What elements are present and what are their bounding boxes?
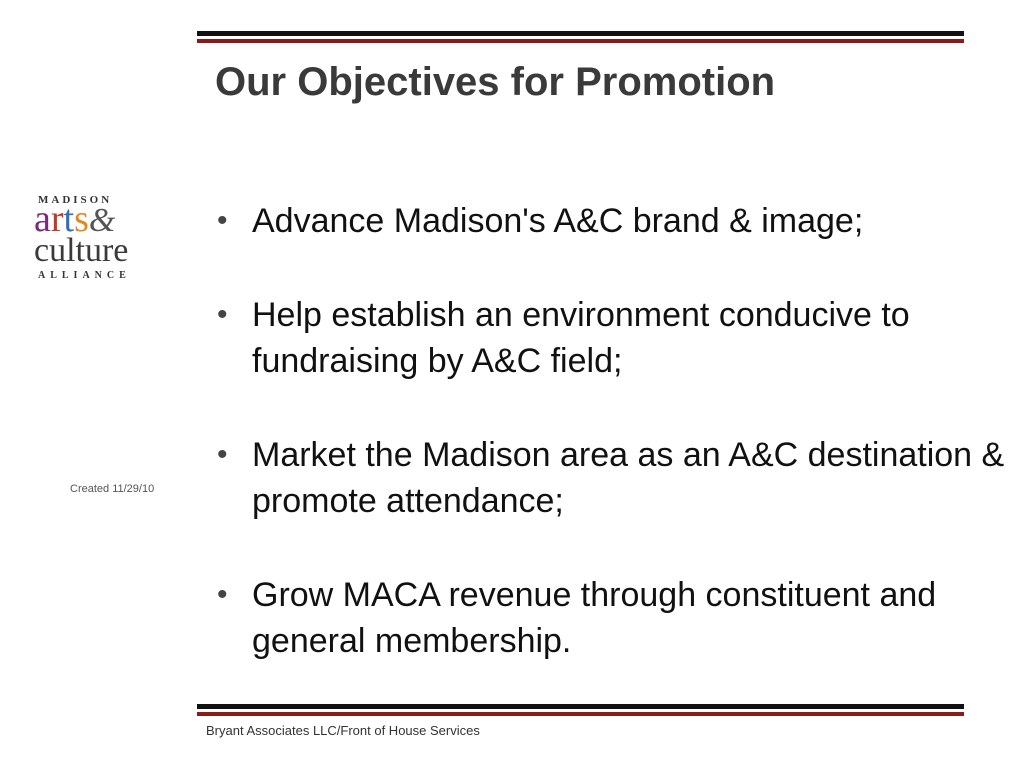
created-date-note: Created 11/29/10: [70, 483, 155, 495]
objective-item: [215, 572, 1005, 664]
bullet-icon: •: [217, 204, 228, 237]
objective-item: [215, 292, 1005, 384]
top-divider-red-bar: [197, 39, 964, 43]
objective-text: Help establish an environment conducive to fundraising by A&C field;: [252, 296, 910, 380]
objective-item: [215, 432, 1005, 524]
logo-ampersand: &: [88, 202, 116, 239]
madison-arts-culture-alliance-logo: [34, 194, 164, 286]
logo-culture-text: culture: [34, 232, 129, 269]
top-divider: [197, 31, 964, 43]
footer-credit: Bryant Associates LLC/Front of House Services: [206, 723, 480, 738]
bullet-icon: •: [217, 438, 228, 471]
objective-text: Market the Madison area as an A&C destination & promote attendance;: [252, 436, 1005, 520]
logo-letter-a: a: [34, 198, 51, 240]
logo-alliance-text: ALLIANCE: [38, 270, 131, 281]
logo-letter-s: s: [74, 198, 89, 240]
bottom-divider: [197, 704, 964, 716]
bullet-icon: •: [217, 298, 228, 331]
objective-item: [215, 198, 1005, 244]
bottom-divider-red-bar: [197, 712, 964, 716]
objective-text: Grow MACA revenue through constituent and general membership.: [252, 576, 937, 660]
objective-text: Advance Madison's A&C brand & image;: [252, 202, 864, 240]
bullet-icon: •: [217, 578, 228, 611]
logo-madison-text: MADISON: [38, 194, 113, 206]
objectives-list: [215, 198, 1005, 712]
logo-letter-r: r: [50, 198, 64, 240]
slide-title: Our Objectives for Promotion: [215, 60, 776, 104]
logo-letter-t: t: [63, 198, 75, 240]
